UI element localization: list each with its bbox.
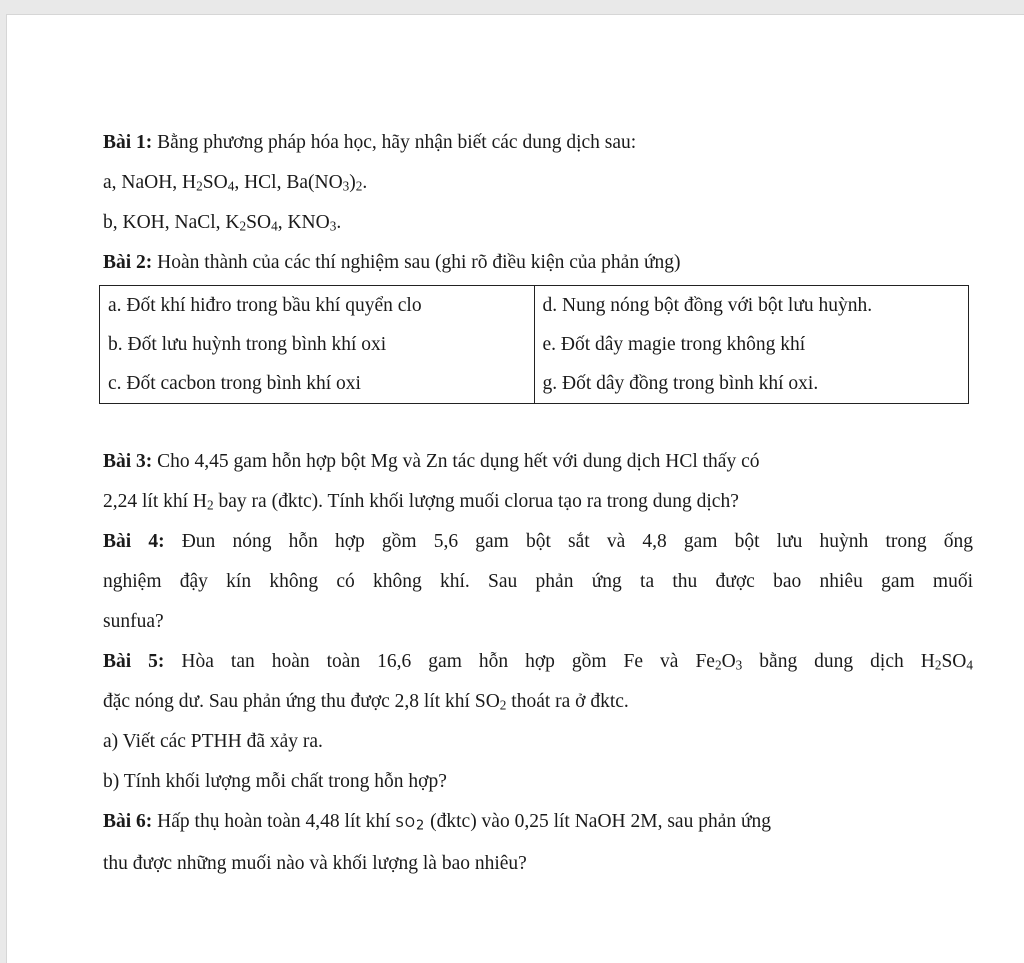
bai6-title: Bài 6:	[103, 811, 153, 832]
bai1-heading	[103, 123, 973, 163]
bai3-line2: 2,24 lít khí $H_2$ bay ra (đktc). Tính khối lượng muối clorua tạo ra trong dung dịch?	[103, 491, 739, 513]
spacer	[103, 404, 973, 442]
table-row	[100, 325, 969, 364]
bai5-line1: Bài 5: Hòa tan hoàn toàn 16,6 gam hỗn hợp gồm Fe và $Fe_2O_3$ bằng dung dịch $H_2SO_4$	[103, 651, 974, 673]
bai5-question-b: b) Tính khối lượng mỗi chất trong hỗn hợp?	[103, 771, 447, 792]
table-row	[100, 286, 969, 326]
table-row	[100, 364, 969, 404]
table-cell: e. Đốt dây magie trong không khí	[534, 325, 969, 364]
table-cell: c. Đốt cacbon trong bình khí oxi	[100, 364, 535, 404]
document-content	[103, 123, 973, 884]
document-page	[6, 14, 1024, 963]
bai5-title: Bài 5:	[103, 651, 165, 672]
bai4-line3: sunfua?	[103, 611, 164, 632]
experiments-table	[99, 285, 969, 404]
bai6-line1: Bài 6: Hấp thụ hoàn toàn 4,48 lít khí $SO_2$ (đktc) vào 0,25 lít NaOH 2M, sau phản ứng	[103, 811, 772, 834]
bai2-heading	[103, 243, 973, 283]
bai3-line1: Bài 3: Cho 4,45 gam hỗn hợp bột Mg và Zn tác dụng hết với dung dịch HCl thấy có	[103, 451, 760, 472]
bai1-b: b, KOH, NaCl, $K_2SO_4$, $KNO_3$.	[103, 212, 342, 234]
bai4-line2: nghiệm đậy kín không có không khí. Sau phản ứng ta thu được bao nhiêu gam muối	[103, 571, 973, 592]
bai3-title: Bài 3:	[103, 451, 153, 472]
bai4-line1: Bài 4: Đun nóng hỗn hợp gồm 5,6 gam bột sắt và 4,8 gam bột lưu huỳnh trong ống	[103, 531, 974, 552]
bai1-text: Bằng phương pháp hóa học, hãy nhận biết các dung dịch sau:	[157, 132, 637, 153]
table-cell: b. Đốt lưu huỳnh trong bình khí oxi	[100, 325, 535, 364]
bai4-title: Bài 4:	[103, 531, 165, 552]
bai5-question-a: a) Viết các PTHH đã xảy ra.	[103, 731, 323, 752]
table-cell: a. Đốt khí hiđro trong bầu khí quyển clo	[100, 286, 535, 326]
bai6-line2: thu được những muối nào và khối lượng là bao nhiêu?	[103, 853, 527, 874]
bai2-text: Hoàn thành của các thí nghiệm sau (ghi rõ điều kiện của phản ứng)	[157, 252, 681, 273]
table-cell: g. Đốt dây đồng trong bình khí oxi.	[534, 364, 969, 404]
bai2-title: Bài 2:	[103, 252, 153, 273]
bai1-a: a, NaOH, $H_2SO_4$, HCl, $Ba(NO_3)_2$.	[103, 172, 368, 194]
bai1-title: Bài 1:	[103, 132, 153, 153]
bai5-line2: đặc nóng dư. Sau phản ứng thu được 2,8 lít khí $SO_2$ thoát ra ở đktc.	[103, 691, 629, 713]
table-cell: d. Nung nóng bột đồng với bột lưu huỳnh.	[534, 286, 969, 326]
